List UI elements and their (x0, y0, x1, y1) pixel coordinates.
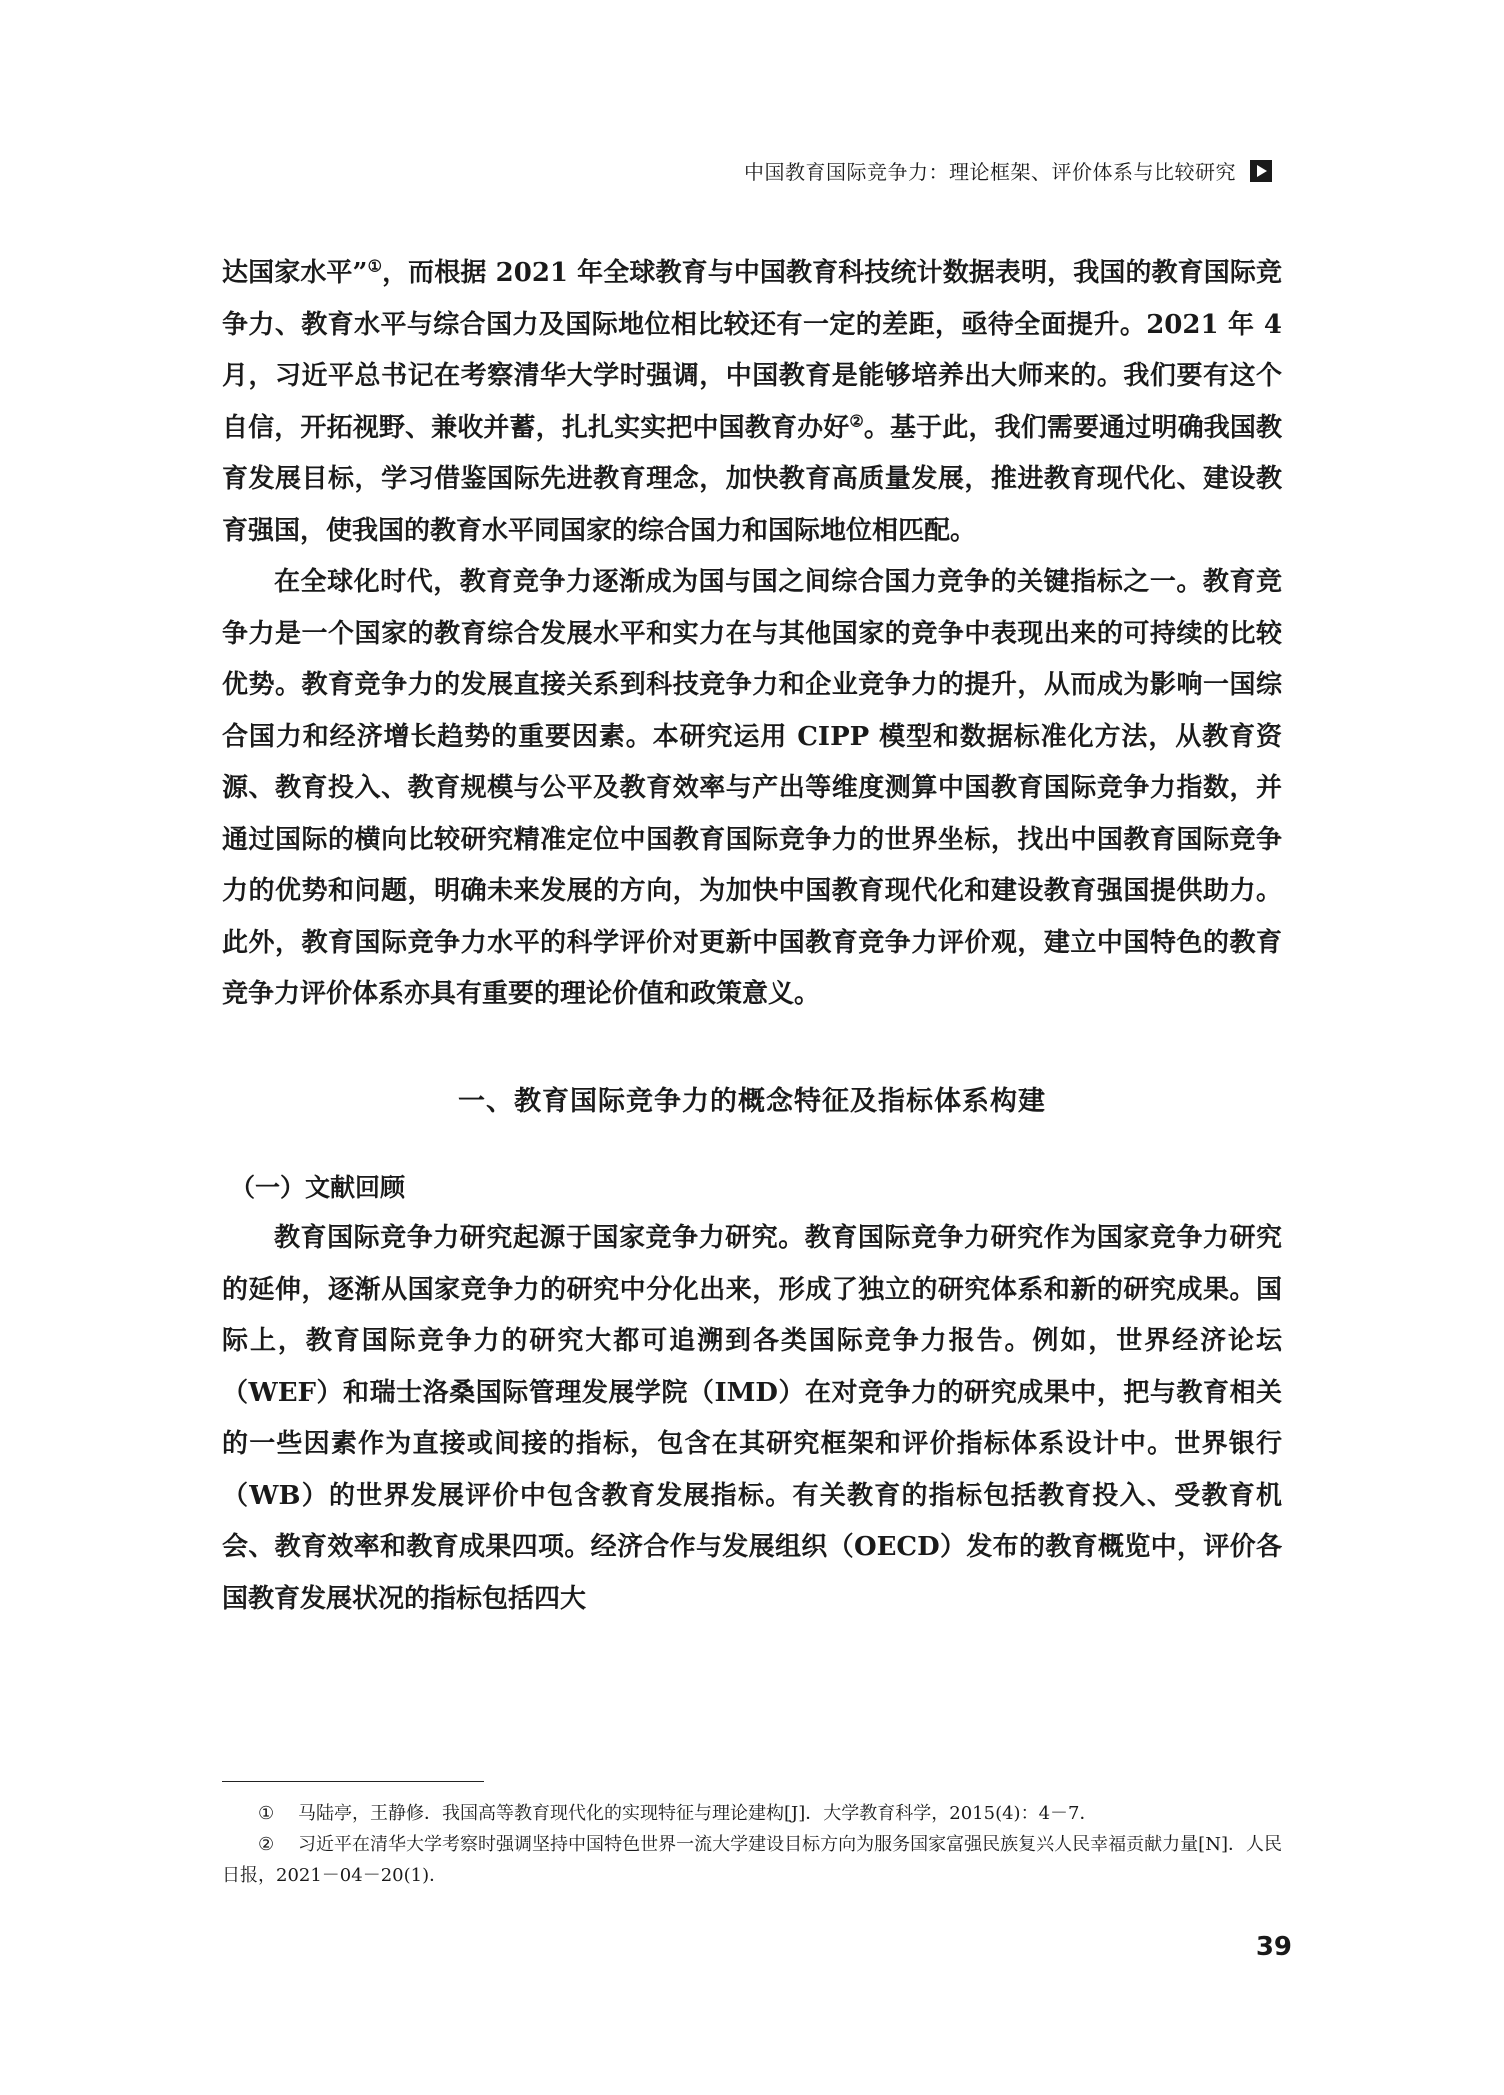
footnote-2-text: 习近平在清华大学考察时强调坚持中国特色世界一流大学建设目标方向为服务国家富强民族复兴人民幸福贡献力量[N]．人民日报，2021－04－20(1)． (222, 1834, 1282, 1886)
page-body (222, 248, 1282, 1625)
footnote-2 (222, 1829, 1282, 1891)
footnote-2-mark: ② (258, 1834, 275, 1855)
footnotes (222, 1798, 1282, 1891)
footnote-divider (222, 1781, 484, 1782)
paragraph-1-text-b: ，而根据 2021 年全球教育与中国教育科技统计数据表明，我国的教育国际竞争力、教育水平与综合国力及国际地位相比较还有一定的差距，亟待全面提升。2021 年 4 月，习近平总书记在考察清华大学时强调，中国教育是能够培养出大师来的。我们要有这个自信，开拓视野、兼收并蓄，扎扎实实把中国教育办好 (222, 258, 1282, 443)
play-triangle-icon (1250, 160, 1272, 182)
footnote-1 (222, 1798, 1282, 1829)
paragraph-1-text-a: 达国家水平” (222, 258, 368, 288)
paragraph-1-text-c: 。基于此，我们需要通过明确我国教育发展目标，学习借鉴国际先进教育理念，加快教育高质量发展，推进教育现代化、建设教育强国，使我国的教育水平同国家的综合国力和国际地位相匹配。 (222, 412, 1282, 546)
paragraph-2: 在全球化时代，教育竞争力逐渐成为国与国之间综合国力竞争的关键指标之一。教育竞争力是一个国家的教育综合发展水平和实力在与其他国家的竞争中表现出来的可持续的比较优势。教育竞争力的发展直接关系到科技竞争力和企业竞争力的提升，从而成为影响一国综合国力和经济增长趋势的重要因素。本研究运用 CIPP 模型和数据标准化方法，从教育资源、教育投入、教育规模与公平及教育效率与产出等维度测算中国教育国际竞争力指数，并通过国际的横向比较研究精准定位中国教育国际竞争力的世界坐标，找出中国教育国际竞争力的优势和问题，明确未来发展的方向，为加快中国教育现代化和建设教育强国提供助力。此外，教育国际竞争力水平的科学评价对更新中国教育竞争力评价观，建立中国特色的教育竞争力评价体系亦具有重要的理论价值和政策意义。 (222, 567, 1282, 1009)
running-header (744, 156, 1272, 185)
subsection-title: （一）文献回顾 (230, 1172, 406, 1202)
section-title: 一、教育国际竞争力的概念特征及指标体系构建 (458, 1085, 1046, 1117)
footnote-ref-1[interactable]: ① (367, 256, 383, 276)
paragraph-1 (222, 248, 1282, 557)
footnote-ref-2[interactable]: ② (849, 410, 864, 430)
footnote-1-mark: ① (258, 1803, 275, 1824)
footnote-1-text: 马陆亭，王静修．我国高等教育现代化的实现特征与理论建构[J]．大学教育科学，2015(4)：4－7． (298, 1803, 1098, 1824)
running-title: 中国教育国际竞争力：理论框架、评价体系与比较研究 (744, 160, 1236, 184)
paragraph-3: 教育国际竞争力研究起源于国家竞争力研究。教育国际竞争力研究作为国家竞争力研究的延伸，逐渐从国家竞争力的研究中分化出来，形成了独立的研究体系和新的研究成果。国际上，教育国际竞争力的研究大都可追溯到各类国际竞争力报告。例如，世界经济论坛（WEF）和瑞士洛桑国际管理发展学院（IMD）在对竞争力的研究成果中，把与教育相关的一些因素作为直接或间接的指标，包含在其研究框架和评价指标体系设计中。世界银行（WB）的世界发展评价中包含教育发展指标。有关教育的指标包括教育投入、受教育机会、教育效率和教育成果四项。经济合作与发展组织（OECD）发布的教育概览中，评价各国教育发展状况的指标包括四大 (222, 1223, 1282, 1614)
page-number: 39 (1255, 1932, 1292, 1962)
